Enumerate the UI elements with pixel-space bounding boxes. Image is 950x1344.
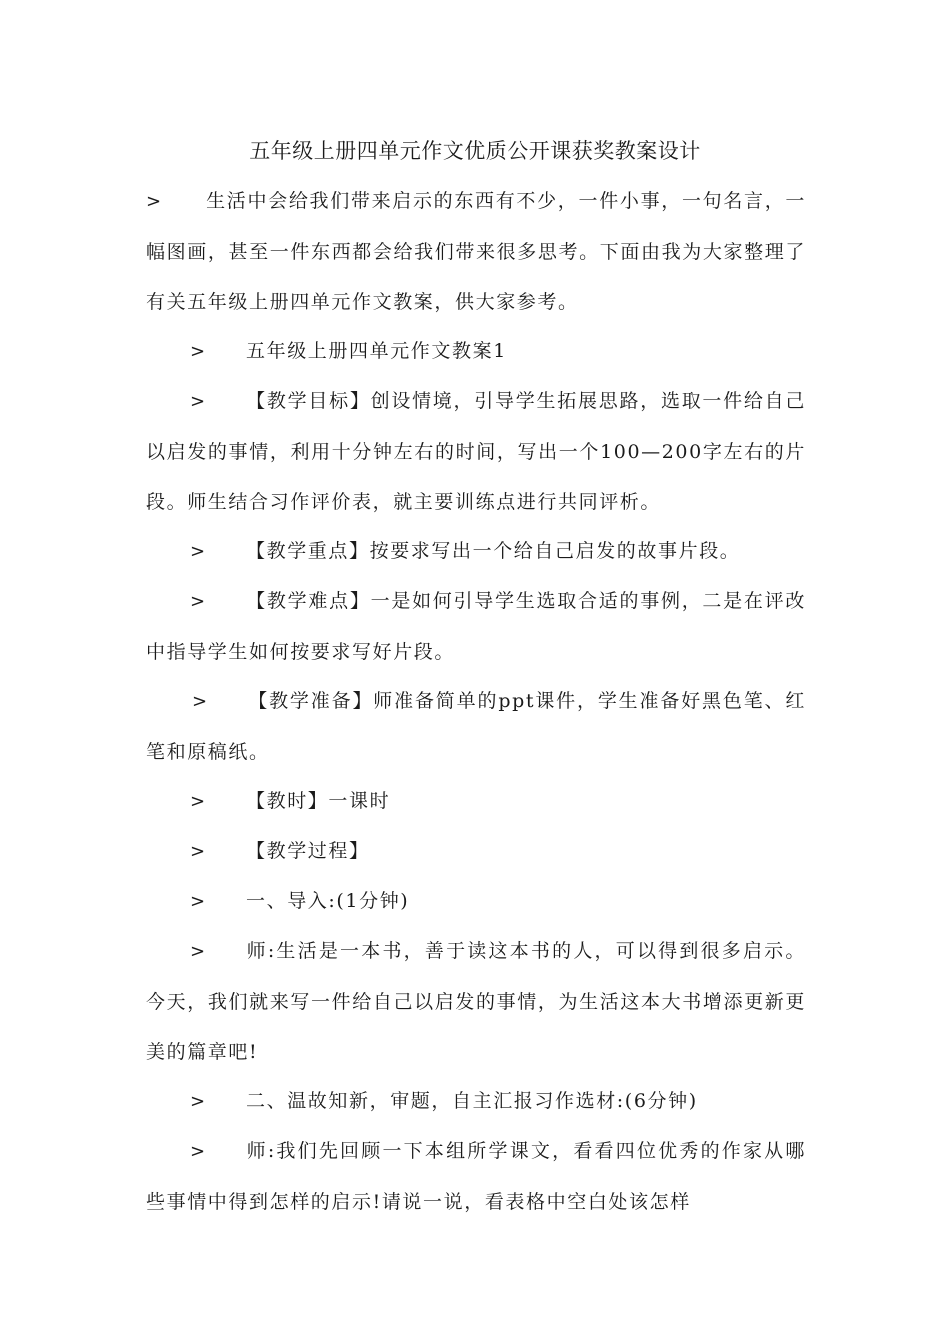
bullet-icon: > [190, 391, 207, 412]
paragraph-text: 五年级上册四单元作文教案1 [246, 340, 507, 362]
paragraph-teacher-intro [146, 926, 806, 1077]
paragraph-teaching-focus [146, 526, 806, 577]
bullet-icon: > [190, 591, 207, 612]
paragraph-text: 二、温故知新，审题，自主汇报习作选材:(6分钟) [246, 1090, 698, 1112]
document-title: 五年级上册四单元作文优质公开课获奖教案设计 [249, 139, 701, 163]
paragraph-text: 师:我们先回顾一下本组所学课文，看看四位优秀的作家从哪些事情中得到怎样的启示!请说一说，看表格中空白处该怎样 [146, 1140, 806, 1213]
bullet-icon: > [190, 791, 207, 812]
paragraph-text: 生活中会给我们带来启示的东西有不少，一件小事，一句名言，一幅图画，甚至一件东西都会给我们带来很多思考。下面由我为大家整理了有关五年级上册四单元作文教案，供大家参考。 [146, 190, 806, 313]
paragraph-text: 【教学准备】师准备简单的ppt课件，学生准备好黑色笔、红笔和原稿纸。 [146, 690, 806, 763]
paragraph-review-step [146, 1076, 806, 1127]
paragraph-text: 【教学过程】 [246, 840, 370, 862]
bullet-icon: > [190, 891, 207, 912]
paragraph-teaching-preparation [146, 676, 806, 777]
paragraph-lesson-heading [146, 326, 806, 377]
bullet-icon: > [190, 1091, 207, 1112]
paragraph-text: 【教学目标】创设情境，引导学生拓展思路，选取一件给自己以启发的事情，利用十分钟左右的时间，写出一个100—200字左右的片段。师生结合习作评价表，就主要训练点进行共同评析。 [146, 390, 806, 513]
bullet-icon: > [190, 541, 207, 562]
bullet-icon: > [146, 191, 163, 212]
paragraph-teacher-review [146, 1126, 806, 1227]
paragraph-class-hours [146, 776, 806, 827]
paragraph-teaching-process [146, 826, 806, 877]
paragraph-text: 一、导入:(1分钟) [246, 890, 410, 912]
bullet-icon: > [192, 691, 209, 712]
paragraph-introduction-step [146, 876, 806, 927]
bullet-icon: > [190, 941, 207, 962]
paragraph-teaching-goals [146, 376, 806, 527]
paragraph-text: 【教学难点】一是如何引导学生选取合适的事例，二是在评改中指导学生如何按要求写好片段。 [146, 590, 806, 663]
bullet-icon: > [190, 841, 207, 862]
paragraph-text: 【教时】一课时 [246, 790, 391, 812]
bullet-icon: > [190, 1141, 207, 1162]
paragraph-intro [146, 176, 806, 327]
paragraph-text: 师:生活是一本书，善于读这本书的人，可以得到很多启示。今天，我们就来写一件给自己以启发的事情，为生活这本大书增添更新更美的篇章吧! [146, 940, 806, 1063]
paragraph-teaching-difficulty [146, 576, 806, 677]
bullet-icon: > [190, 341, 207, 362]
paragraph-text: 【教学重点】按要求写出一个给自己启发的故事片段。 [246, 540, 741, 562]
